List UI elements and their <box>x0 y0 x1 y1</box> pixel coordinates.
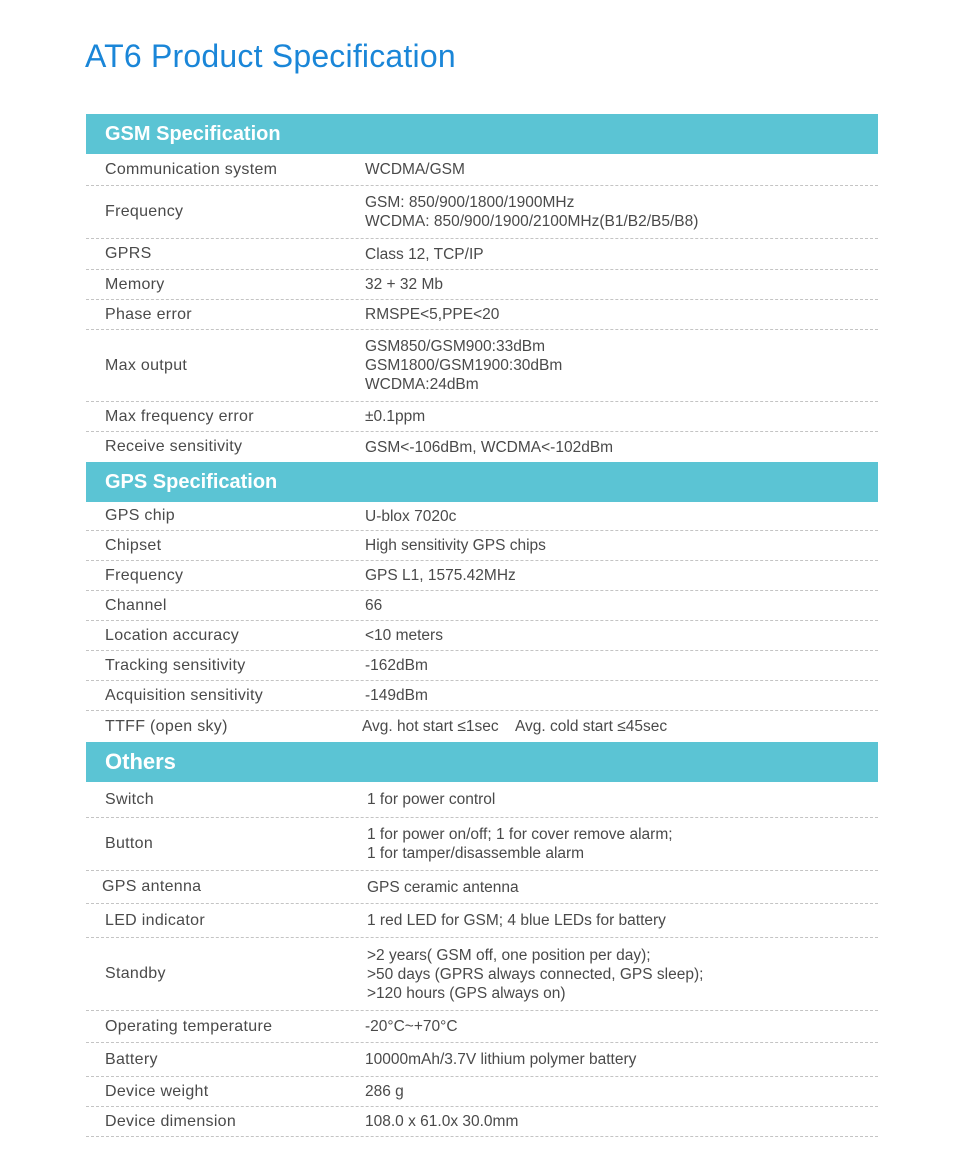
spec-label: Max output <box>105 356 188 374</box>
spec-label: Tracking sensitivity <box>105 656 246 674</box>
spec-value <box>365 305 878 324</box>
spec-row <box>86 561 878 591</box>
spec-value-line: 108.0 x 61.0x 30.0mm <box>365 1113 519 1130</box>
spec-value-line: 1 red LED for GSM; 4 blue LEDs for battery <box>367 912 666 929</box>
spec-value <box>365 656 878 675</box>
spec-value <box>365 337 878 394</box>
spec-value-line: -20°C~+70°C <box>365 1018 458 1035</box>
spec-value <box>365 193 878 231</box>
spec-row <box>86 402 878 432</box>
spec-row <box>86 871 878 904</box>
spec-value-line: Avg. hot start ≤1sec Avg. cold start ≤45sec <box>362 718 668 735</box>
spec-value-line: >120 hours (GPS always on) <box>367 984 566 1002</box>
spec-value <box>365 566 878 585</box>
spec-row <box>86 239 878 270</box>
spec-label: Switch <box>105 790 154 808</box>
spec-row <box>86 651 878 681</box>
spec-label: LED indicator <box>105 911 205 929</box>
spec-value <box>365 275 878 294</box>
spec-value <box>365 438 878 457</box>
spec-value-line: <10 meters <box>365 627 443 644</box>
spec-value-line: >50 days (GPRS always connected, GPS sleep); <box>367 965 704 983</box>
spec-label: Frequency <box>105 566 184 584</box>
spec-value <box>365 1050 878 1069</box>
spec-label: Operating temperature <box>105 1017 273 1035</box>
spec-value <box>362 679 878 774</box>
spec-label: Device dimension <box>105 1112 237 1130</box>
spec-label: Device weight <box>105 1082 209 1100</box>
spec-value <box>365 825 878 863</box>
spec-value <box>365 507 878 526</box>
spec-row <box>86 1077 878 1107</box>
spec-value-line: GSM850/GSM900:33dBm <box>365 338 546 355</box>
spec-value-line: 10000mAh/3.7V lithium polymer battery <box>365 1051 637 1068</box>
spec-value-line: 1 for power control <box>367 791 496 808</box>
spec-value-line: ±0.1ppm <box>365 408 426 425</box>
spec-value-line: -162dBm <box>365 657 428 674</box>
spec-value-line: 1 for tamper/disassemble alarm <box>367 845 585 862</box>
spec-value <box>365 1017 878 1036</box>
spec-label: GPS antenna <box>102 878 202 895</box>
spec-label: Button <box>105 835 154 852</box>
spec-value-line: -149dBm <box>365 687 428 704</box>
spec-label: Channel <box>105 596 167 614</box>
spec-row <box>86 711 878 742</box>
spec-row <box>86 591 878 621</box>
spec-value-line: High sensitivity GPS chips <box>365 537 546 554</box>
spec-label: Acquisition sensitivity <box>105 686 264 704</box>
spec-row <box>86 621 878 651</box>
spec-value <box>365 946 878 1003</box>
spec-row <box>86 782 878 818</box>
spec-value-line: GPS ceramic antenna <box>367 878 519 896</box>
section-header-gsm: GSM Specification <box>86 114 878 154</box>
spec-label: Max frequency error <box>105 407 254 425</box>
spec-value-line: GSM<-106dBm, WCDMA<-102dBm <box>365 438 614 456</box>
spec-value <box>365 626 878 645</box>
spec-value-line: WCDMA/GSM <box>365 161 465 178</box>
spec-value-line: GSM: 850/900/1800/1900MHz <box>365 194 575 211</box>
spec-row <box>86 904 878 938</box>
spec-value-line: 1 for power on/off; 1 for cover remove alarm; <box>367 826 673 843</box>
spec-label: Communication system <box>105 160 278 178</box>
spec-label: Memory <box>105 275 165 293</box>
spec-value-line: Class 12, TCP/IP <box>365 245 484 263</box>
spec-label: TTFF (open sky) <box>105 717 228 735</box>
spec-label: GPS chip <box>105 507 175 524</box>
spec-row <box>86 330 878 402</box>
spec-value <box>365 245 878 264</box>
spec-row <box>86 531 878 561</box>
spec-row <box>86 1011 878 1043</box>
spec-row <box>86 186 878 239</box>
spec-value-line: 32 + 32 Mb <box>365 276 443 293</box>
spec-value <box>365 596 878 615</box>
section-header-gps: GPS Specification <box>86 462 878 502</box>
spec-label: Standby <box>105 965 166 982</box>
spec-row <box>86 502 878 531</box>
spec-value-line: WCDMA: 850/900/1900/2100MHz(B1/B2/B5/B8) <box>365 213 699 230</box>
spec-value-line: GPS L1, 1575.42MHz <box>365 567 516 584</box>
spec-value-line: RMSPE<5,PPE<20 <box>365 306 500 323</box>
spec-row <box>86 432 878 462</box>
spec-label: Chipset <box>105 536 162 554</box>
spec-value-line: U-blox 7020c <box>365 507 457 525</box>
spec-value <box>365 911 878 930</box>
spec-label: Location accuracy <box>105 626 240 644</box>
spec-label: Frequency <box>105 203 184 220</box>
spec-value <box>365 160 878 179</box>
spec-label: GPRS <box>105 245 152 262</box>
spec-value-line: 286 g <box>365 1083 404 1100</box>
page-title: AT6 Product Specification <box>85 38 456 74</box>
spec-table <box>86 114 878 1137</box>
spec-row <box>86 1043 878 1077</box>
spec-row <box>86 938 878 1011</box>
spec-value-line: GSM1800/GSM1900:30dBm <box>365 357 563 374</box>
spec-value-line: 66 <box>365 597 383 614</box>
spec-value-line: >2 years( GSM off, one position per day); <box>367 946 651 964</box>
spec-row <box>86 1107 878 1137</box>
spec-value <box>365 536 878 555</box>
spec-row <box>86 300 878 330</box>
spec-row <box>86 818 878 871</box>
spec-label: Phase error <box>105 305 192 323</box>
spec-value <box>365 790 878 809</box>
spec-value <box>365 1112 878 1131</box>
spec-value <box>365 407 878 426</box>
spec-label: Receive sensitivity <box>105 438 243 455</box>
spec-row <box>86 154 878 186</box>
section-header-others: Others <box>86 742 878 782</box>
spec-row <box>86 270 878 300</box>
spec-value <box>365 1082 878 1101</box>
spec-value <box>365 878 878 897</box>
spec-label: Battery <box>105 1050 158 1068</box>
spec-value-line: WCDMA:24dBm <box>365 376 479 393</box>
